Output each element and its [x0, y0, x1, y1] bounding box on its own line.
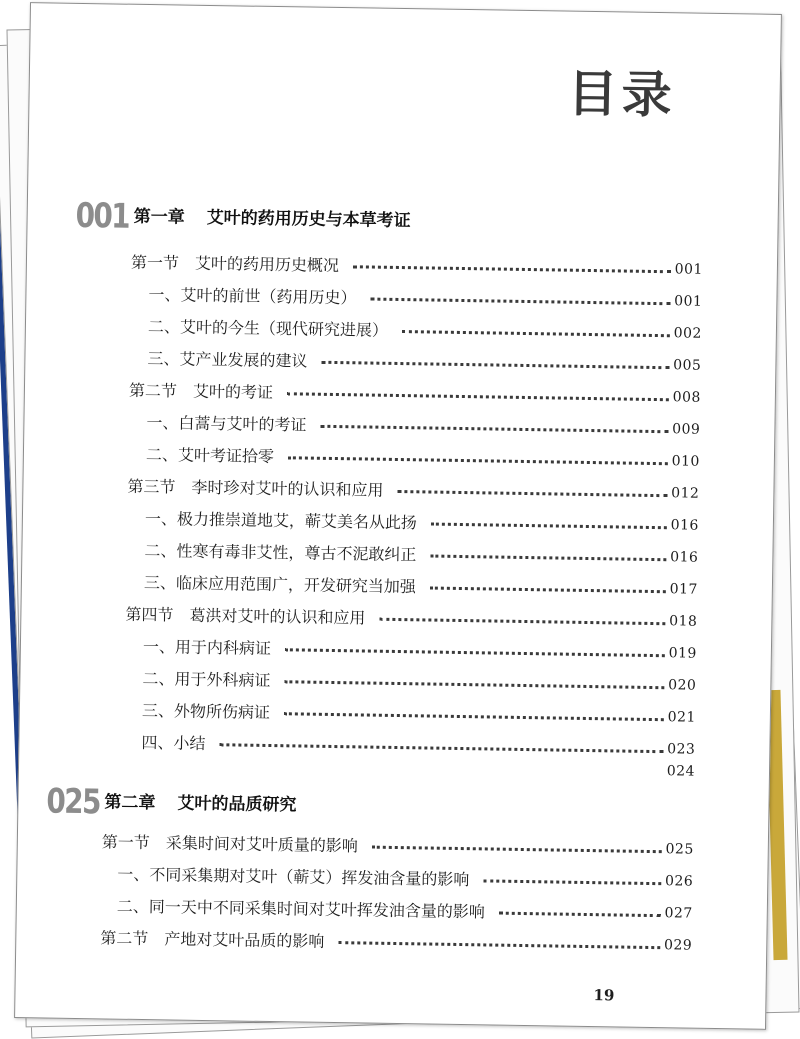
toc-entry[interactable]: [143, 633, 697, 666]
toc-entry[interactable]: [131, 249, 703, 282]
dot-leader: [284, 680, 664, 689]
toc-entry-label: 二、艾叶考证拾零: [145, 444, 275, 466]
dot-leader: [431, 522, 667, 529]
toc-entry-page: 016: [670, 517, 700, 534]
toc-entry[interactable]: [142, 665, 696, 698]
chapter-title: 艾叶的药用历史与本草考证: [206, 207, 411, 232]
toc-entry-page: 025: [665, 841, 694, 858]
toc-entry-page: 017: [669, 581, 699, 598]
dot-leader: [372, 845, 662, 853]
toc-entry-label: 第三节 李时珍对艾叶的认识和应用: [127, 476, 384, 500]
toc-page: [14, 2, 782, 1030]
toc-entry-label: 一、白蒿与艾叶的考证: [146, 412, 307, 435]
dot-leader: [338, 941, 660, 949]
dot-leader: [320, 424, 668, 432]
toc-entry-label: 二、性寒有毒非艾性，尊古不泥敢纠正: [144, 540, 417, 564]
toc-entry-page: 023: [667, 741, 696, 758]
chapter-label: 第一章: [133, 206, 185, 228]
dot-leader: [287, 392, 669, 401]
chapter-title: 艾叶的品质研究: [177, 793, 297, 816]
toc-entry[interactable]: [145, 505, 699, 538]
toc-entry-label: 第二节 产地对艾叶品质的影响: [100, 927, 325, 951]
toc-entry[interactable]: [100, 924, 692, 957]
toc-entry-label: 一、极力推崇道地艾，蕲艾美名从此扬: [144, 508, 418, 532]
toc-entry[interactable]: [141, 729, 695, 762]
toc-entry-label: 二、同一天中不同采集时间对艾叶挥发油含量的影响: [116, 896, 485, 921]
toc-entry-label: 一、不同采集期对艾叶（蕲艾）挥发油含量的影响: [117, 864, 470, 889]
dot-leader: [219, 743, 663, 753]
page-folio-number: 19: [593, 986, 615, 1005]
dot-leader: [499, 911, 661, 917]
toc-entry[interactable]: [144, 569, 698, 602]
toc-entry[interactable]: [579, 758, 695, 784]
dot-leader: [284, 712, 664, 721]
toc-entry[interactable]: [117, 861, 693, 894]
toc-entry-label: 一、艾叶的前世（药用历史）: [148, 284, 357, 307]
dot-leader: [379, 617, 665, 624]
toc-entry[interactable]: [146, 409, 700, 442]
dot-leader: [402, 330, 670, 337]
toc-entry[interactable]: [127, 473, 699, 506]
toc-entry-label: 一、用于内科病证: [142, 636, 272, 658]
toc-entry-label: 四、小结: [141, 732, 206, 753]
toc-entry-page: 026: [664, 873, 694, 890]
chapter-label: 第二章: [104, 792, 156, 814]
chapter-heading: [104, 787, 296, 815]
toc-entry-page: 005: [673, 357, 702, 374]
toc-entry-page: 019: [668, 645, 697, 662]
dot-leader: [430, 586, 666, 593]
chapter-number: 025: [46, 781, 101, 823]
toc-entry[interactable]: [148, 281, 702, 314]
toc-entry-label: 三、外物所伤病证: [141, 700, 271, 722]
toc-entry-page: 008: [672, 389, 702, 406]
toc-entry-page: 010: [671, 453, 701, 470]
dot-leader: [483, 879, 661, 885]
toc-entry[interactable]: [102, 828, 694, 861]
toc-entry-page: 027: [664, 905, 693, 922]
dot-leader: [285, 648, 665, 657]
dot-leader: [288, 456, 668, 465]
toc-entry-page: 016: [670, 549, 699, 566]
toc-entry-label: 第四节 葛洪对艾叶的认识和应用: [125, 604, 366, 627]
toc-entry[interactable]: [125, 601, 697, 634]
dot-leader: [321, 360, 669, 368]
toc-entry-label: 三、艾产业发展的建议: [147, 348, 308, 371]
toc-entry-page: 020: [668, 677, 697, 694]
dot-leader: [370, 297, 670, 305]
toc-entry-page: 021: [667, 709, 696, 726]
toc-entry-page: 009: [672, 421, 701, 438]
toc-entry-page: 002: [673, 325, 703, 342]
chapter-heading: [134, 202, 411, 231]
toc-entry-label: 二、艾叶的今生（现代研究进展）: [147, 316, 389, 340]
toc-entry[interactable]: [117, 893, 693, 926]
dot-leader: [397, 489, 667, 496]
toc-entry-label: 第一节 艾叶的药用历史概况: [130, 252, 340, 275]
toc-entry-label: 第二节 艾叶的考证: [128, 380, 274, 402]
toc-entry-page: 029: [663, 937, 693, 954]
toc-entry[interactable]: [146, 441, 700, 474]
chapter-number: 001: [75, 195, 130, 237]
toc-entry-page: 024: [666, 763, 696, 780]
dot-leader: [430, 554, 666, 561]
toc-entry-label: 三、临床应用范围广，开发研究当加强: [143, 572, 417, 596]
toc-entry-label: 第一节 采集时间对艾叶质量的影响: [101, 831, 358, 855]
toc-entry[interactable]: [144, 537, 698, 570]
toc-entry[interactable]: [142, 697, 696, 730]
toc-entry[interactable]: [147, 345, 701, 378]
toc-entry-page: 001: [674, 293, 703, 310]
toc-entry[interactable]: [129, 377, 701, 410]
toc-entry-label: 二、用于外科病证: [142, 668, 271, 690]
page-title: 目录: [567, 64, 677, 125]
toc-entry[interactable]: [148, 313, 702, 346]
toc-entry-page: 001: [674, 261, 704, 278]
toc-entry-page: 012: [671, 485, 700, 502]
dot-leader: [353, 265, 671, 273]
toc-entry-page: 018: [669, 613, 698, 630]
